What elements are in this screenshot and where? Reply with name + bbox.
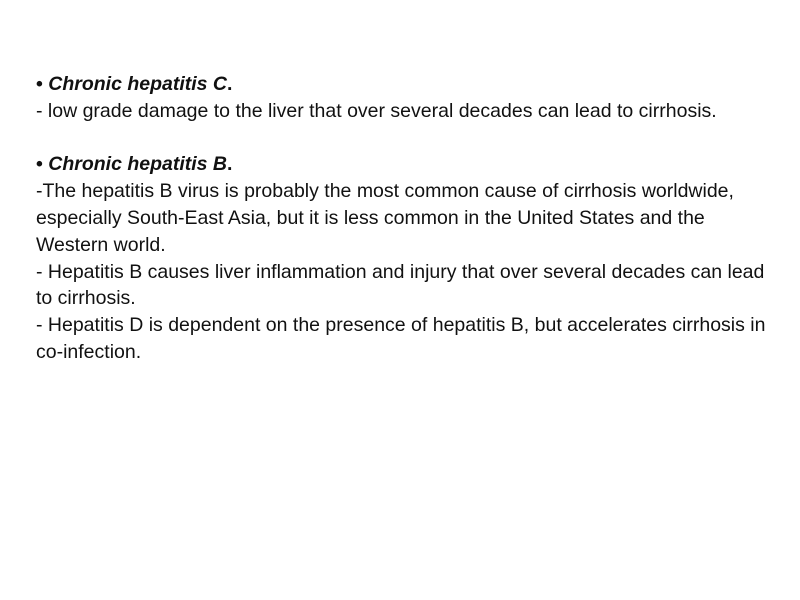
body-line: - Hepatitis D is dependent on the presence of hepatitis B, but accelerates cirrhosis in co-infection. [36, 314, 766, 363]
heading-title: Chronic hepatitis B [48, 153, 228, 176]
bullet: • [36, 153, 49, 176]
body-line: - low grade damage to the liver that over several decades can lead to cirrhosis. [36, 99, 717, 122]
section-heading-hepatitis-b [36, 151, 776, 178]
heading-suffix: . [227, 73, 233, 95]
body-line: - Hepatitis B causes liver inflammation and injury that over several decades can lead to cirrhosis. [36, 260, 765, 310]
body-line: -The hepatitis B virus is probably the most common cause of cirrhosis worldwide, especially South-East Asia, but it is less common in the United States and the Western world. [36, 180, 734, 256]
slide-body [36, 71, 776, 366]
section-heading-hepatitis-c [36, 71, 776, 98]
heading-suffix: . [227, 153, 233, 176]
heading-title: Chronic hepatitis C [48, 73, 228, 95]
bullet: • [36, 73, 49, 95]
section-spacer [36, 125, 776, 152]
